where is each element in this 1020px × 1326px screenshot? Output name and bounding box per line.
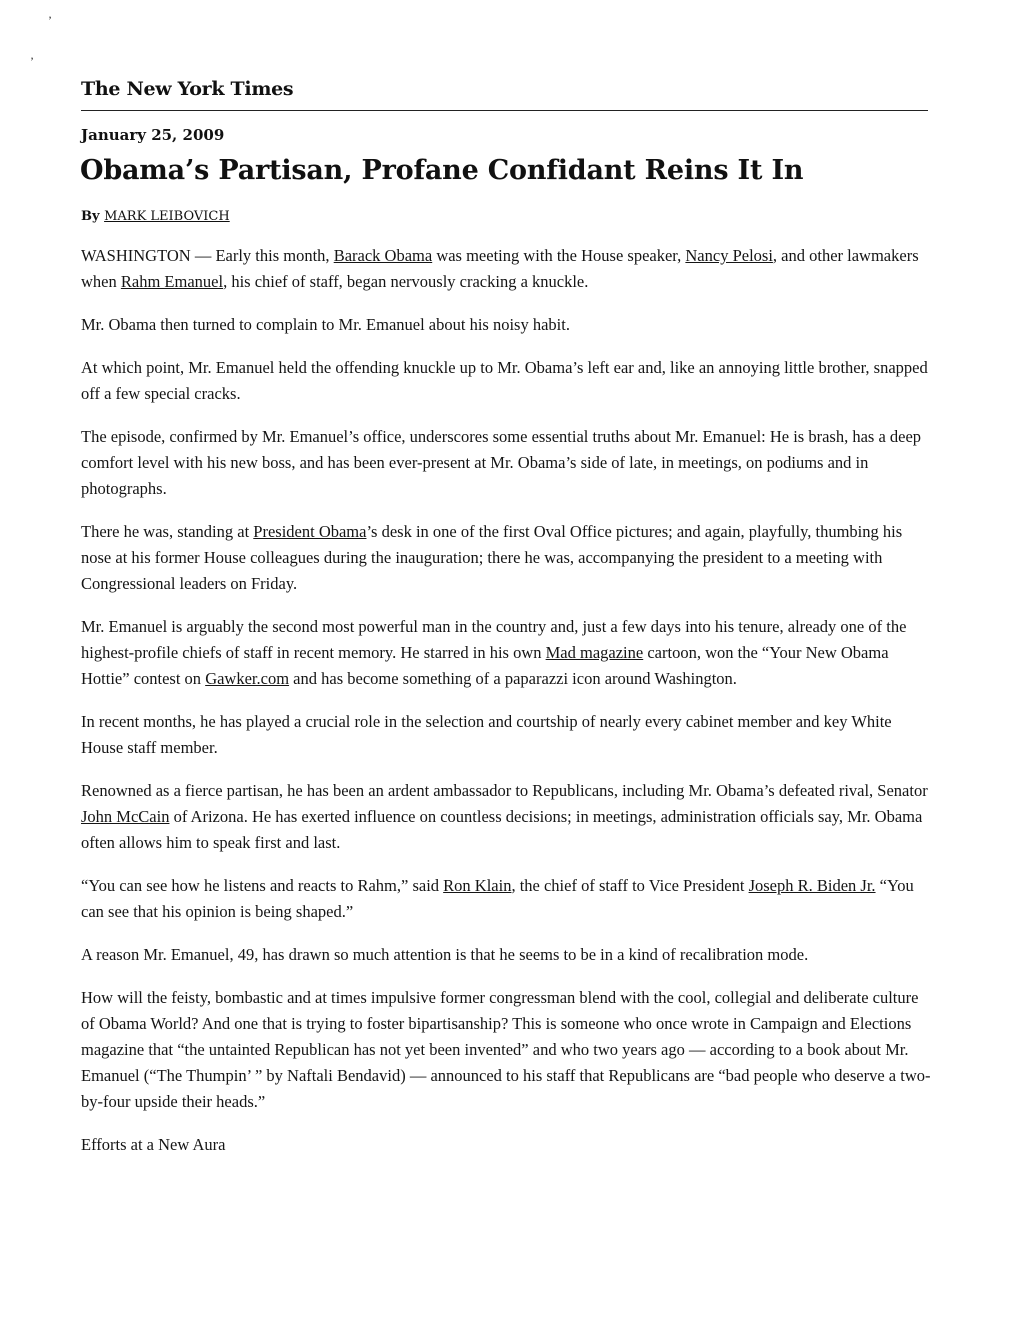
header-rule [81, 110, 928, 111]
article-date: January 25, 2009 [81, 126, 225, 144]
scan-mark: ’ [48, 13, 52, 27]
masthead-logo: The New York Times [81, 78, 294, 100]
section-subhead: Efforts at a New Aura [81, 1135, 226, 1154]
link-gawker[interactable]: Gawker.com [205, 669, 290, 688]
paragraph: Renowned as a fierce partisan, he has been an ardent ambassador to Republicans, including Mr. Obama’s defeated rival, Senator John McCain of Arizona. He has exerted influence on countless decisions; in meetings, administration officials say, Mr. Obama often allows him to speak first and last. [81, 781, 928, 852]
link-barack-obama[interactable]: Barack Obama [333, 246, 433, 265]
byline-prefix: By [81, 209, 100, 224]
paragraph: How will the feisty, bombastic and at times impulsive former congressman blend with the cool, collegial and deliberate culture of Obama World? And one that is trying to foster bipartisanship? This is someone who once wrote in Campaign and Elections magazine that “the untainted Republican has not yet been invented” and who two years ago — according to a book about Mr. Emanuel (“The Thumpin’ ” by Naftali Bendavid) — announced to his staff that Republicans are “bad people who deserve a two-by-four upside their heads.” [81, 988, 931, 1111]
link-rahm-emanuel[interactable]: Rahm Emanuel [120, 272, 224, 291]
author-link[interactable]: MARK LEIBOVICH [104, 209, 230, 224]
paragraph: “You can see how he listens and reacts to Rahm,” said Ron Klain, the chief of staff to Vice President Joseph R. Biden Jr. “You can see that his opinion is being shaped.” [81, 876, 914, 921]
article-body [81, 243, 936, 1175]
scan-mark: ’ [30, 54, 34, 68]
link-mad-magazine[interactable]: Mad magazine [545, 643, 644, 662]
paragraph: A reason Mr. Emanuel, 49, has drawn so much attention is that he seems to be in a kind of recalibration mode. [81, 945, 809, 964]
link-john-mccain[interactable]: John McCain [81, 807, 170, 826]
paragraph: There he was, standing at President Obama’s desk in one of the first Oval Office pictures; and again, playfully, thumbing his nose at his former House colleagues during the inauguration; there he was, accompanying the president to a meeting with Congressional leaders on Friday. [81, 522, 903, 593]
article-headline: Obama’s Partisan, Profane Confidant Reins It In [80, 155, 804, 186]
paragraph: Mr. Emanuel is arguably the second most powerful man in the country and, just a few days into his tenure, already one of the highest-profile chiefs of staff in recent memory. He starred in his own Mad magazine cartoon, won the “Your New Obama Hottie” contest on Gawker.com and has become something of a paparazzi icon around Washington. [81, 617, 907, 688]
link-president-obama[interactable]: President Obama [253, 522, 367, 541]
link-nancy-pelosi[interactable]: Nancy Pelosi [685, 246, 773, 265]
paragraph: WASHINGTON — Early this month, Barack Obama was meeting with the House speaker, Nancy Pelosi, and other lawmakers when Rahm Emanuel, his chief of staff, began nervously cracking a knuckle. [81, 246, 919, 291]
paragraph: At which point, Mr. Emanuel held the offending knuckle up to Mr. Obama’s left ear and, like an annoying little brother, snapped off a few special cracks. [81, 358, 928, 403]
paragraph: The episode, confirmed by Mr. Emanuel’s office, underscores some essential truths about Mr. Emanuel: He is brash, has a deep comfort level with his new boss, and has been ever-present at Mr. Obama’s side of late, in meetings, on podiums and in photographs. [81, 427, 922, 498]
byline [81, 209, 230, 224]
paragraph: Mr. Obama then turned to complain to Mr. Emanuel about his noisy habit. [81, 315, 570, 334]
paragraph: In recent months, he has played a crucial role in the selection and courtship of nearly every cabinet member and key White House staff member. [81, 712, 892, 757]
link-ron-klain[interactable]: Ron Klain [443, 876, 512, 895]
link-joseph-biden[interactable]: Joseph R. Biden Jr. [748, 876, 876, 895]
